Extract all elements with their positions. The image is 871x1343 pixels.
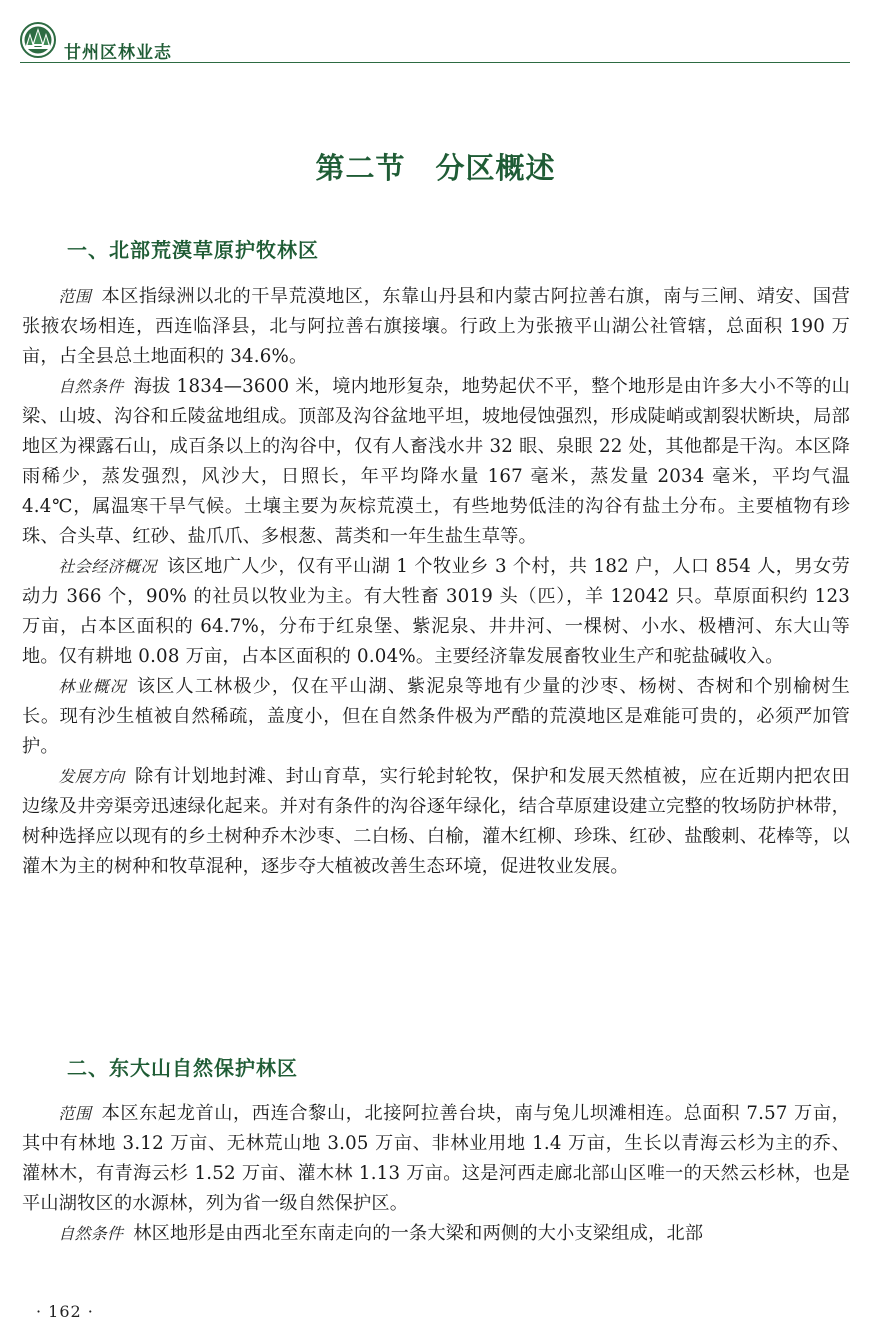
paragraph-tag: 社会经济概况 (58, 557, 157, 576)
subsection-body-1 (22, 282, 850, 882)
paragraph-tag: 发展方向 (58, 767, 125, 786)
subsection-heading-1: 一、北部荒漠草原护牧林区 (67, 238, 319, 262)
running-header (20, 22, 850, 64)
section-title: 第二节 分区概述 (315, 151, 556, 185)
header-divider (20, 62, 850, 63)
paragraph-text: 本区指绿洲以北的干旱荒漠地区，东靠山丹县和内蒙古阿拉善右旗，南与三闸、靖安、国营张掖农场相连，西连临泽县，北与阿拉善右旗接壤。行政上为张掖平山湖公社管辖，总面积 190 万亩，占全县总土地面积的 34.6%。 (22, 286, 850, 367)
paragraph-development-direction (22, 762, 850, 882)
paragraph-forestry-overview (22, 672, 850, 762)
subsection-body-2 (22, 1099, 850, 1249)
paragraph-text: 除有计划地封滩、封山育草，实行轮封轮牧，保护和发展天然植被，应在近期内把农田边缘及井旁渠旁迅速绿化起来。并对有条件的沟谷逐年绿化，结合草原建设建立完整的牧场防护林带，树种选择应以现有的乡土树种乔木沙枣、二白杨、白榆，灌木红柳、珍珠、红砂、盐酸刺、花棒等，以灌木为主的树种和牧草混种，逐步夺大植被改善生态环境，促进牧业发展。 (22, 766, 850, 877)
paragraph-scope (22, 1099, 850, 1219)
forest-logo-icon (20, 22, 56, 58)
paragraph-text: 海拔 1834—3600 米，境内地形复杂，地势起伏不平，整个地形是由许多大小不等的山梁、山坡、沟谷和丘陵盆地组成。顶部及沟谷盆地平坦，坡地侵蚀强烈，形成陡峭或割裂状断块，局部地区为裸露石山，成百条以上的沟谷中，仅有人畜浅水井 32 眼、泉眼 22 处，其他都是干沟。本区降雨稀少，蒸发强烈，风沙大，日照长，年平均降水量 167 毫米，蒸发量 2034 毫米，平均气温 4.4℃，属温寒干旱气候。土壤主要为灰棕荒漠土，有些地势低洼的沟谷有盐土分布。主要植物有珍珠、合头草、红砂、盐爪爪、多根葱、蒿类和一年生盐生草等。 (22, 376, 850, 547)
paragraph-tag: 林业概况 (58, 677, 127, 696)
paragraph-natural-conditions (22, 1219, 850, 1249)
paragraph-natural-conditions (22, 372, 850, 552)
paragraph-text: 林区地形是由西北至东南走向的一条大梁和两侧的大小支梁组成，北部 (133, 1223, 704, 1244)
paragraph-text: 本区东起龙首山，西连合黎山，北接阿拉善台块，南与兔儿坝滩相连。总面积 7.57 万亩，其中有林地 3.12 万亩、无林荒山地 3.05 万亩、非林业用地 1.4 万亩，生长以青海云杉为主的乔、灌林木，有青海云杉 1.52 万亩、灌木林 1.13 万亩。这是河西走廊北部山区唯一的天然云杉林，也是平山湖牧区的水源林，列为省一级自然保护区。 (22, 1103, 850, 1214)
paragraph-socioeconomic (22, 552, 850, 672)
subsection-heading-2: 二、东大山自然保护林区 (67, 1056, 298, 1080)
page-number: · 162 · (36, 1302, 94, 1321)
paragraph-tag: 范围 (58, 287, 92, 306)
paragraph-tag: 自然条件 (58, 1224, 124, 1243)
paragraph-tag: 自然条件 (58, 377, 124, 396)
book-title: 甘州区林业志 (64, 43, 172, 63)
paragraph-text: 该区地广人少，仅有平山湖 1 个牧业乡 3 个村，共 182 户，人口 854 人，男女劳动力 366 个，90% 的社员以牧业为主。有大牲畜 3019 头（匹），羊 12042 只。草原面积约 123 万亩，占本区面积的 64.7%，分布于红泉堡、紫泥泉、井井河、一棵树、小水、极槽河、东大山等地。仅有耕地 0.08 万亩，占本区面积的 0.04%。主要经济靠发展畜牧业生产和驼盐碱收入。 (22, 556, 851, 667)
paragraph-scope (22, 282, 850, 372)
paragraph-tag: 范围 (58, 1104, 92, 1123)
paragraph-text: 该区人工林极少，仅在平山湖、紫泥泉等地有少量的沙枣、杨树、杏树和个别榆树生长。现有沙生植被自然稀疏，盖度小，但在自然条件极为严酷的荒漠地区是难能可贵的，必须严加管护。 (22, 676, 850, 757)
